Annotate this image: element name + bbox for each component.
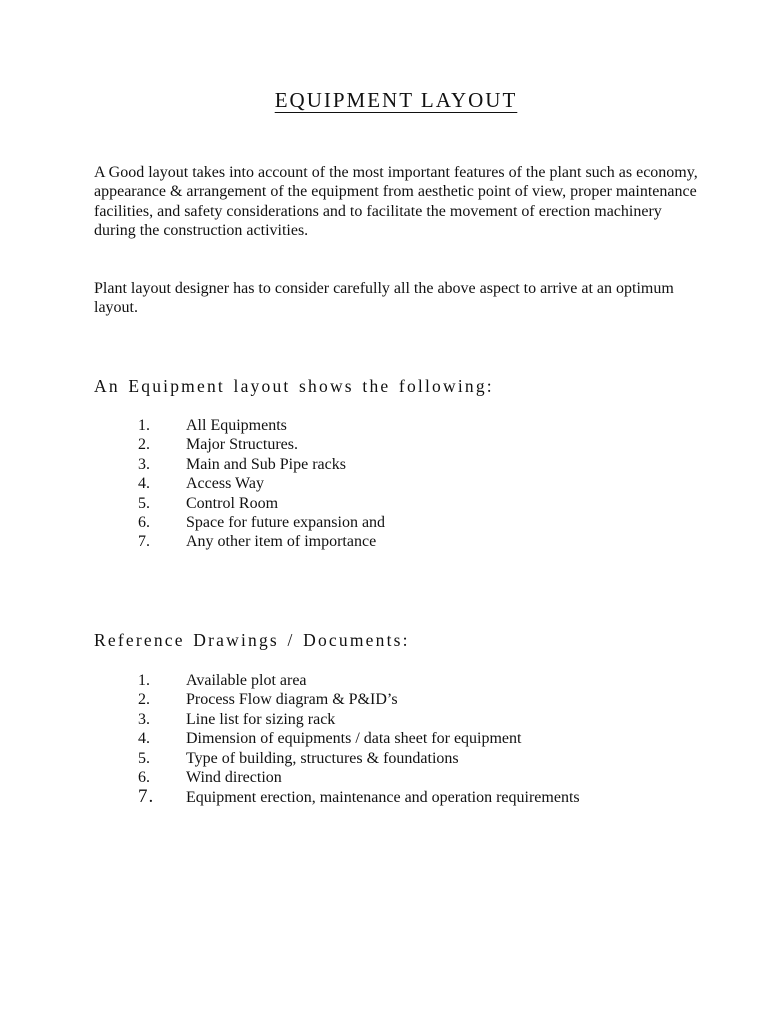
list-item-text: Equipment erection, maintenance and operation requirements <box>186 789 580 807</box>
list-item-text: Main and Sub Pipe racks <box>186 455 346 473</box>
list-item-number: 7. <box>138 533 150 551</box>
list-item-number: 2. <box>138 691 150 709</box>
list-item <box>138 455 385 474</box>
list-item-number: 5. <box>138 749 150 767</box>
list-item-number: 1. <box>138 417 150 434</box>
reference-section-heading: Reference Drawings / Documents: <box>94 630 410 650</box>
list-item-text: All Equipments <box>186 417 287 434</box>
list-item-text: Major Structures. <box>186 436 298 454</box>
list-item-number: 5. <box>138 494 150 512</box>
equipment-section-heading: An Equipment layout shows the following: <box>94 376 494 396</box>
list-item-text: Process Flow diagram & P&ID’s <box>186 691 398 709</box>
list-item-text: Type of building, structures & foundations <box>186 749 459 767</box>
list-item-text: Control Room <box>186 494 279 512</box>
list-item <box>138 435 385 454</box>
list-item-number: 1. <box>138 672 150 689</box>
list-item-text: Dimension of equipments / data sheet for equipment <box>186 730 522 748</box>
list-item <box>138 671 580 690</box>
list-item-number: 7. <box>138 786 155 808</box>
list-item <box>138 690 580 709</box>
list-item <box>138 513 385 532</box>
list-item-text: Access Way <box>186 475 264 493</box>
intro-paragraph: A Good layout takes into account of the most important features of the plant such as economy, appearance & arrangement of the equipment from aesthetic point of view, proper maintenance facilities, and safety considerations and to facilitate the movement of erection machinery during the construction activities. <box>94 164 698 240</box>
list-item-text: Any other item of importance <box>186 533 377 551</box>
list-item-number: 3. <box>138 710 150 728</box>
list-item-number: 4. <box>138 730 150 748</box>
list-item <box>138 494 385 513</box>
list-item <box>138 729 580 748</box>
list-item <box>138 532 385 551</box>
list-item-number: 4. <box>138 475 150 493</box>
list-item <box>138 416 385 435</box>
list-item-number: 6. <box>138 768 150 786</box>
list-item-number: 3. <box>138 455 150 473</box>
list-item <box>138 787 580 806</box>
list-item-text: Space for future expansion and <box>186 513 386 531</box>
list-item-number: 2. <box>138 436 150 454</box>
list-item-text: Available plot area <box>186 672 307 689</box>
list-item <box>138 749 580 768</box>
second-paragraph: Plant layout designer has to consider carefully all the above aspect to arrive at an optimum layout. <box>94 280 674 317</box>
list-item-number: 6. <box>138 513 150 531</box>
equipment-list <box>138 416 385 552</box>
list-item <box>138 474 385 493</box>
list-item-text: Wind direction <box>186 768 282 786</box>
list-item <box>138 710 580 729</box>
reference-list <box>138 671 580 807</box>
page-title: EQUIPMENT LAYOUT <box>274 88 518 112</box>
list-item-text: Line list for sizing rack <box>186 710 336 728</box>
list-item <box>138 768 580 787</box>
